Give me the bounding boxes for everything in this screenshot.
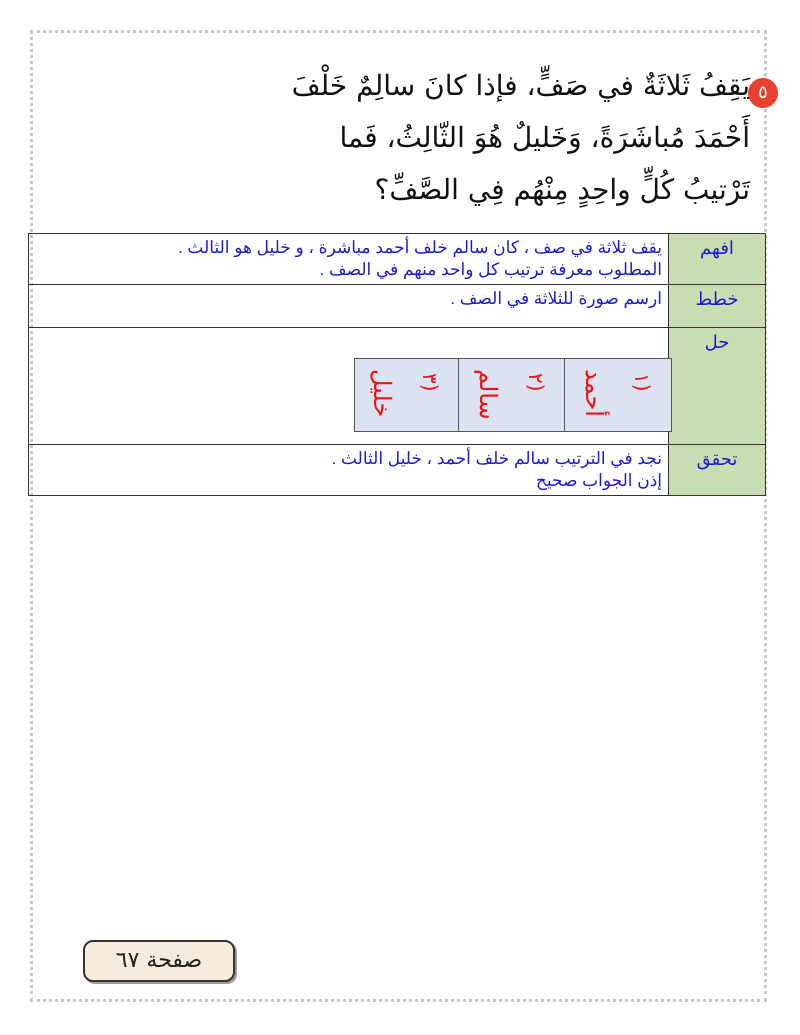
diagram-cell-2	[458, 359, 565, 431]
problem-line-3: تَرْتيبُ كُلٍّ واحِدٍ مِنْهُم فِي الصَّفِّ؟	[374, 173, 750, 206]
check-line-2: إذن الجواب صحيح	[535, 471, 662, 490]
text-understand	[29, 234, 669, 285]
label-solve: حل	[669, 328, 766, 445]
label-understand: افهم	[669, 234, 766, 285]
plan-line-1: ارسم صورة للثلاثة في الصف .	[450, 289, 662, 308]
solution-steps-table	[28, 233, 766, 496]
diagram-number-3: (٣	[418, 373, 442, 392]
diagram-name-3: خليل	[368, 369, 396, 418]
understand-line-2: المطلوب معرفة ترتيب كل واحد منهم في الصف .	[319, 260, 662, 279]
diagram-name-2: سالم	[474, 369, 502, 420]
problem-line-1: يَقِفُ ثَلاثَةٌ في صَفٍّ، فإذا كانَ سالِمٌ خَلْفَ	[291, 69, 750, 102]
row-check	[29, 445, 766, 496]
diagram-number-2: (٢	[524, 373, 548, 392]
diagram-cell-1	[564, 359, 671, 431]
label-plan: خطط	[669, 285, 766, 328]
problem-number-badge: ٥	[748, 78, 778, 108]
diagram-name-1: أحمد	[580, 369, 608, 417]
problem-statement	[291, 60, 750, 216]
row-understand	[29, 234, 766, 285]
text-solve	[29, 328, 669, 445]
row-plan	[29, 285, 766, 328]
text-check	[29, 445, 669, 496]
row-solve	[29, 328, 766, 445]
text-plan	[29, 285, 669, 328]
page-number-label: صفحة ٦٧	[83, 940, 235, 982]
understand-line-1: يقف ثلاثة في صف ، كان سالم خلف أحمد مباشرة ، و خليل هو الثالث .	[177, 238, 662, 257]
diagram-number-1: (١	[630, 373, 654, 392]
check-line-1: نجد في الترتيب سالم خلف أحمد ، خليل الثالث .	[331, 449, 662, 468]
problem-line-2: أَحْمَدَ مُباشَرَةً، وَخَليلٌ هُوَ الثّالِثُ، فَما	[339, 121, 750, 154]
diagram-cell-3	[353, 359, 459, 431]
label-check: تحقق	[669, 445, 766, 496]
row-diagram	[354, 358, 672, 432]
